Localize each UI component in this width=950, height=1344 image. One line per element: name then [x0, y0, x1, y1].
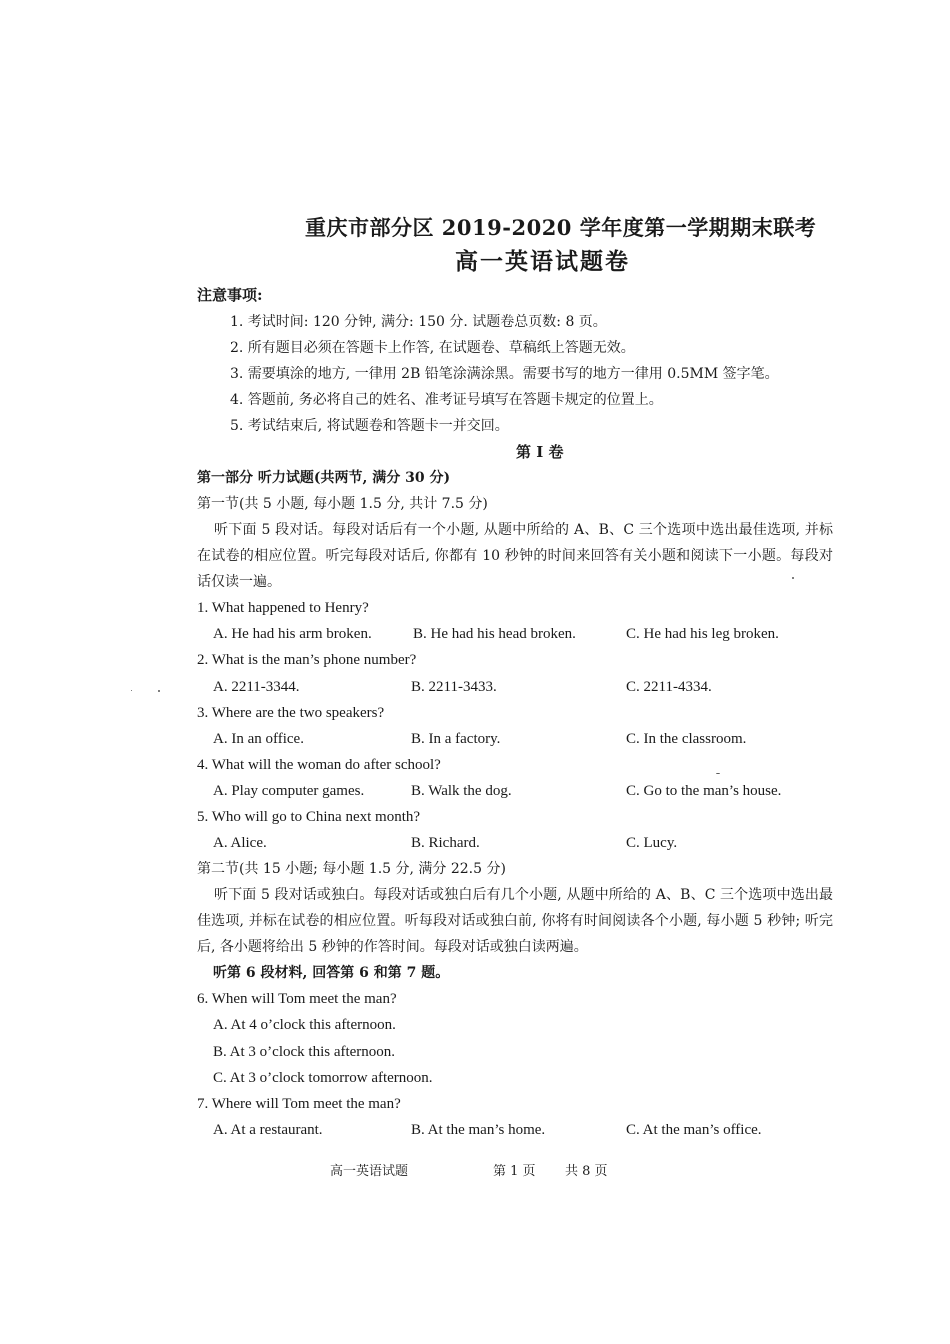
option-c: C. Go to the man’s house. [626, 783, 782, 799]
footer-subject: 高一英语试题 [330, 1164, 409, 1179]
option-c: C. Lucy. [626, 835, 678, 851]
option-c: C. At 3 o’clock tomorrow afternoon. [213, 1070, 433, 1086]
option-a: A. At a restaurant. [213, 1122, 323, 1138]
option-c: C. 2211-4334. [626, 679, 712, 695]
option-a: A. Play computer games. [213, 783, 365, 799]
notice-item: 2. 所有题目必须在答题卡上作答, 在试题卷、草稿纸上答题无效。 [230, 340, 635, 356]
option-b: B. In a factory. [411, 731, 501, 747]
question-stem: 5. Who will go to China next month? [197, 809, 421, 825]
section1-heading: 第一节(共 5 小题, 每小题 1.5 分, 共计 7.5 分) [197, 496, 488, 512]
option-c: C. At the man’s office. [626, 1122, 762, 1138]
option-a: A. He had his arm broken. [213, 626, 372, 642]
scan-speck [716, 773, 720, 774]
notice-item: 1. 考试时间: 120 分钟, 满分: 150 分. 试题卷总页数: 8 页。 [230, 314, 607, 330]
section2-heading: 第二节(共 15 小题; 每小题 1.5 分, 满分 22.5 分) [197, 861, 506, 877]
question-stem: 2. What is the man’s phone number? [197, 652, 417, 668]
option-a: A. 2211-3344. [213, 679, 300, 695]
scan-speck [792, 577, 794, 579]
option-b: B. Richard. [411, 835, 480, 851]
section2-instructions: 听下面 5 段对话或独白。每段对话或独白后有几个小题, 从题中所给的 A、B、C 三个选项中选出最佳选项, 并标在试卷的相应位置。听每段对话或独白前, 你将有时间阅读各个小题, 每小题 5 秒钟; 听完后, 各小题将给出 5 秒钟的作答时间。每段对话或独白读两遍。 [197, 887, 833, 955]
notice-item: 5. 考试结束后, 将试题卷和答题卡一并交回。 [230, 418, 509, 434]
material-label: 听第 6 段材料, 回答第 6 和第 7 题。 [213, 965, 450, 981]
option-a: A. In an office. [213, 731, 304, 747]
option-b: B. He had his head broken. [413, 626, 576, 642]
volume-label: 第 I 卷 [516, 443, 564, 461]
option-b: B. At 3 o’clock this afternoon. [213, 1044, 396, 1060]
notice-heading: 注意事项: [197, 286, 263, 304]
option-a: A. At 4 o’clock this afternoon. [213, 1017, 396, 1033]
question-stem: 3. Where are the two speakers? [197, 705, 385, 721]
option-b: B. 2211-3433. [411, 679, 497, 695]
notice-item: 3. 需要填涂的地方, 一律用 2B 铅笔涂满涂黑。需要书写的地方一律用 0.5MM 签字笔。 [230, 366, 779, 382]
section1-instructions: 听下面 5 段对话。每段对话后有一个小题, 从题中所给的 A、B、C 三个选项中选出最佳选项, 并标在试卷的相应位置。听完每段对话后, 你都有 10 秒钟的时间来回答有关小题和阅读下一小题。每段对话仅读一遍。 [197, 522, 833, 590]
footer-total: 共 8 页 [565, 1164, 608, 1179]
exam-title: 重庆市部分区 2019-2020 学年度第一学期期末联考 [305, 215, 817, 240]
question-stem: 4. What will the woman do after school? [197, 757, 441, 773]
scan-speck [158, 690, 160, 692]
question-stem: 6. When will Tom meet the man? [197, 991, 397, 1007]
part1-heading: 第一部分 听力试题(共两节, 满分 30 分) [197, 470, 451, 486]
notice-item: 4. 答题前, 务必将自己的姓名、准考证号填写在答题卡规定的位置上。 [230, 392, 663, 408]
option-b: B. At the man’s home. [411, 1122, 546, 1138]
footer-page: 第 1 页 [493, 1164, 536, 1179]
question-stem: 1. What happened to Henry? [197, 600, 369, 616]
option-a: A. Alice. [213, 835, 267, 851]
option-b: B. Walk the dog. [411, 783, 512, 799]
option-c: C. He had his leg broken. [626, 626, 779, 642]
scan-speck [131, 690, 132, 691]
question-stem: 7. Where will Tom meet the man? [197, 1096, 401, 1112]
exam-subtitle: 高一英语试题卷 [455, 248, 630, 275]
option-c: C. In the classroom. [626, 731, 747, 747]
